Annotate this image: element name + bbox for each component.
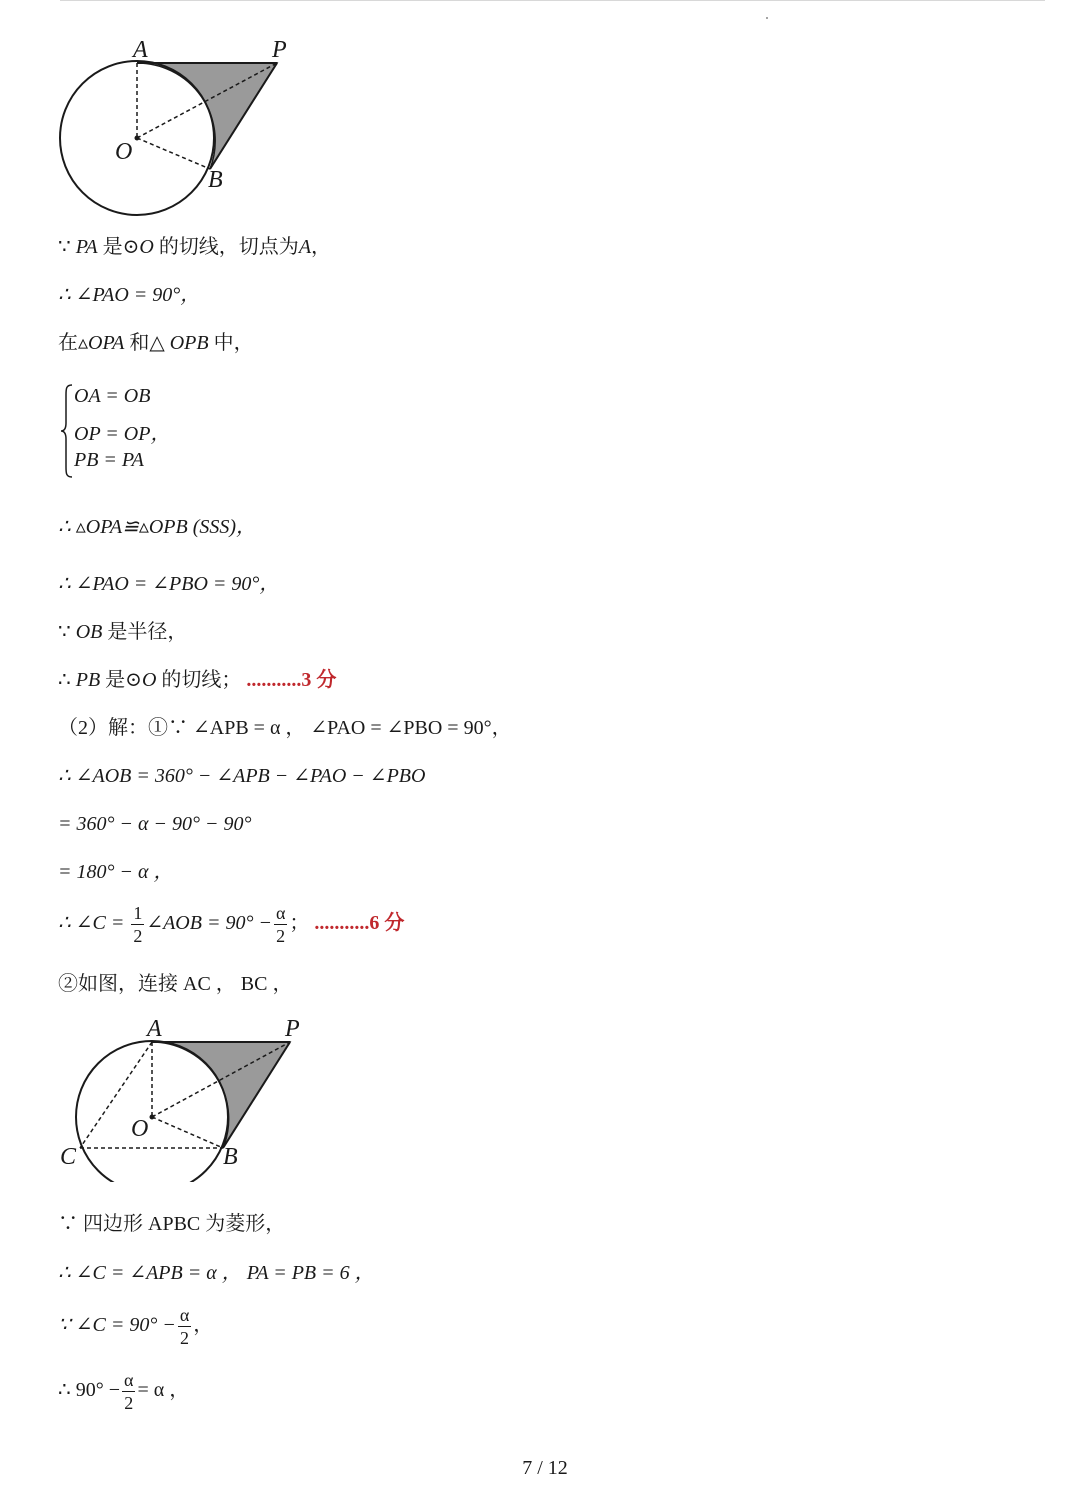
fraction-alpha-half: $\frac{\alpha}{2}$ <box>275 903 286 946</box>
line-8: ∴ PB 是⊙O 的切线； ...........3 分 <box>58 669 337 691</box>
shaded-region <box>137 63 277 169</box>
label-a-2: A <box>147 1016 162 1042</box>
label-b: B <box>208 167 223 193</box>
fraction-alpha-half-2: $\frac{\alpha}{2}$ <box>179 1305 190 1348</box>
line-16: ∴ ∠C = ∠APB = α ， PA = PB = 6 ， <box>58 1262 375 1284</box>
line-15: ∵ 四边形 APBC 为菱形， <box>58 1213 286 1235</box>
line-10: ∴ ∠AOB = 360° − ∠APB − ∠PAO − ∠PBO <box>58 765 426 787</box>
top-rule <box>60 0 1045 1</box>
figure-1-tangent-diagram <box>40 30 310 230</box>
line-17: ∵ ∠C = 90° − $\frac{\alpha}{2}$ ， <box>58 1305 214 1348</box>
fraction-half: $\frac{1}{2}$ <box>133 903 143 946</box>
label-a: A <box>133 37 148 63</box>
line-18: ∴ 90° − $\frac{\alpha}{2}$ = α ， <box>58 1370 190 1413</box>
label-p-2: P <box>285 1016 300 1042</box>
scan-speck <box>766 17 768 19</box>
line-7: ∵ OB 是半径， <box>58 621 188 643</box>
line-2: ∴ ∠PAO = 90°， <box>58 284 201 306</box>
line-12: = 180° − α ， <box>58 861 174 883</box>
label-b-2: B <box>223 1144 238 1170</box>
line-6: ∴ ∠PAO = ∠PBO = 90°， <box>58 573 280 595</box>
system-row-3: PB = PA <box>74 449 144 471</box>
line-13: ∴ ∠C = $\frac{1}{2}$ ∠AOB = 90° − $\frac{\alpha}{2}$ ； ...........6 分 <box>58 903 405 946</box>
left-brace <box>60 383 74 479</box>
line-11: = 360° − α − 90° − 90° <box>58 813 252 835</box>
shaded-region-2 <box>152 1042 290 1148</box>
line-3: 在▵OPA 和△ OPB 中， <box>58 332 254 354</box>
label-o-2: O <box>131 1116 149 1142</box>
figure-2-rhombus-diagram <box>55 1012 325 1182</box>
line-5: ∴ ▵OPA≌▵OPB (SSS)， <box>58 516 257 538</box>
system-row-1: OA = OB <box>74 385 151 407</box>
line-14: ②如图，连接 AC ， BC ， <box>58 973 293 995</box>
score-6: ...........6 分 <box>314 912 405 935</box>
line-1: ∵ PA 是⊙O 的切线，切点为A， <box>58 236 332 258</box>
label-o: O <box>115 139 133 165</box>
line-9: （2）解：①∵ ∠APB = α ， ∠PAO = ∠PBO = 90°， <box>58 717 512 739</box>
circle-o-2 <box>76 1041 228 1182</box>
system-row-2: OP = OP， <box>74 423 171 445</box>
score-3: ...........3 分 <box>246 669 337 691</box>
page-number: 7 / 12 <box>522 1457 568 1479</box>
label-p: P <box>272 37 287 63</box>
label-c-2: C <box>60 1144 77 1170</box>
fraction-alpha-half-3: $\frac{\alpha}{2}$ <box>124 1370 134 1413</box>
